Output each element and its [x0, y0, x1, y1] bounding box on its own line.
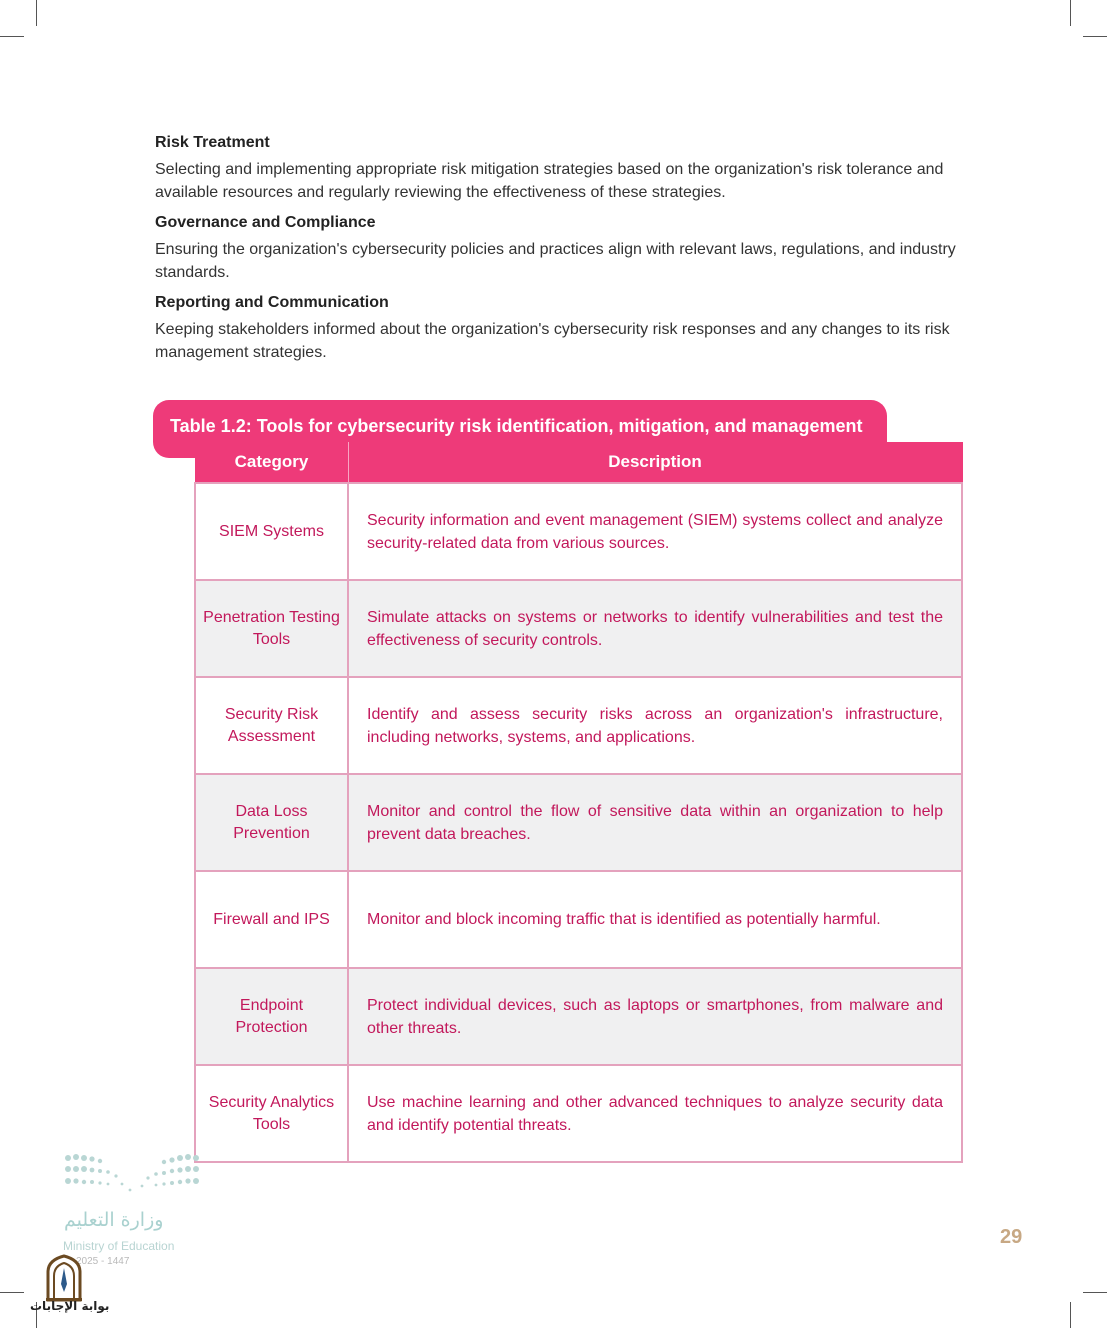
row-description: Use machine learning and other advanced techniques to analyze security data and identify potential threats.	[348, 1065, 962, 1162]
row-category: SIEM Systems	[195, 483, 348, 580]
table-row	[195, 483, 962, 580]
row-description: Monitor and control the flow of sensitive data within an organization to help prevent data breaches.	[348, 774, 962, 871]
table-header-row	[195, 442, 962, 483]
section-reporting	[155, 292, 963, 364]
row-description: Protect individual devices, such as laptops or smartphones, from malware and other threats.	[348, 968, 962, 1065]
section-text: Ensuring the organization's cybersecurity policies and practices align with relevant laws, regulations, and industry standards.	[155, 241, 956, 281]
table-row	[195, 968, 962, 1065]
section-title: Risk Treatment	[155, 134, 270, 151]
body-text	[155, 132, 963, 372]
table-row	[195, 871, 962, 968]
header-description: Description	[348, 442, 962, 483]
section-title: Governance and Compliance	[155, 214, 376, 231]
crop-mark	[1070, 1302, 1071, 1328]
row-category: Firewall and IPS	[195, 871, 348, 968]
crop-mark	[1083, 36, 1107, 37]
ministry-name-arabic: وزارة التعليم	[64, 1209, 164, 1231]
table-row	[195, 774, 962, 871]
table-row	[195, 1065, 962, 1162]
table-row	[195, 580, 962, 677]
answers-gate-text: بوابة الإجابات	[30, 1299, 110, 1313]
page-number: 29	[1000, 1226, 1023, 1248]
row-category: Endpoint Protection	[195, 968, 348, 1065]
crop-mark	[0, 1292, 24, 1293]
section-governance	[155, 212, 963, 284]
section-text: Keeping stakeholders informed about the organization's cybersecurity risk responses and any changes to its risk management strategies.	[155, 321, 950, 361]
row-category: Penetration Testing Tools	[195, 580, 348, 677]
table-row	[195, 677, 962, 774]
answers-gate-icon	[44, 1254, 84, 1302]
row-category: Data Loss Prevention	[195, 774, 348, 871]
crop-mark	[1070, 0, 1071, 26]
section-title: Reporting and Communication	[155, 294, 389, 311]
row-description: Monitor and block incoming traffic that is identified as potentially harmful.	[348, 871, 962, 968]
section-text: Selecting and implementing appropriate risk mitigation strategies based on the organization's risk tolerance and available resources and regularly reviewing the effectiveness of these strategies.	[155, 161, 944, 201]
ministry-year: 2025 - 1447	[76, 1256, 130, 1267]
ministry-logo-icon	[60, 1150, 205, 1210]
row-description: Simulate attacks on systems or networks to identify vulnerabilities and test the effectiveness of security controls.	[348, 580, 962, 677]
tools-table	[194, 442, 963, 1163]
ministry-name-english: Ministry of Education	[63, 1239, 175, 1253]
row-category: Security Analytics Tools	[195, 1065, 348, 1162]
crop-mark	[36, 0, 37, 26]
row-category: Security Risk Assessment	[195, 677, 348, 774]
header-category: Category	[195, 442, 348, 483]
crop-mark	[0, 36, 24, 37]
crop-mark	[1083, 1292, 1107, 1293]
table-caption-text: Table 1.2: Tools for cybersecurity risk identification, mitigation, and management	[170, 416, 863, 436]
row-description: Identify and assess security risks across an organization's infrastructure, including networks, systems, and applications.	[348, 677, 962, 774]
row-description: Security information and event management (SIEM) systems collect and analyze security-related data from various sources.	[348, 483, 962, 580]
section-risk-treatment	[155, 132, 963, 204]
